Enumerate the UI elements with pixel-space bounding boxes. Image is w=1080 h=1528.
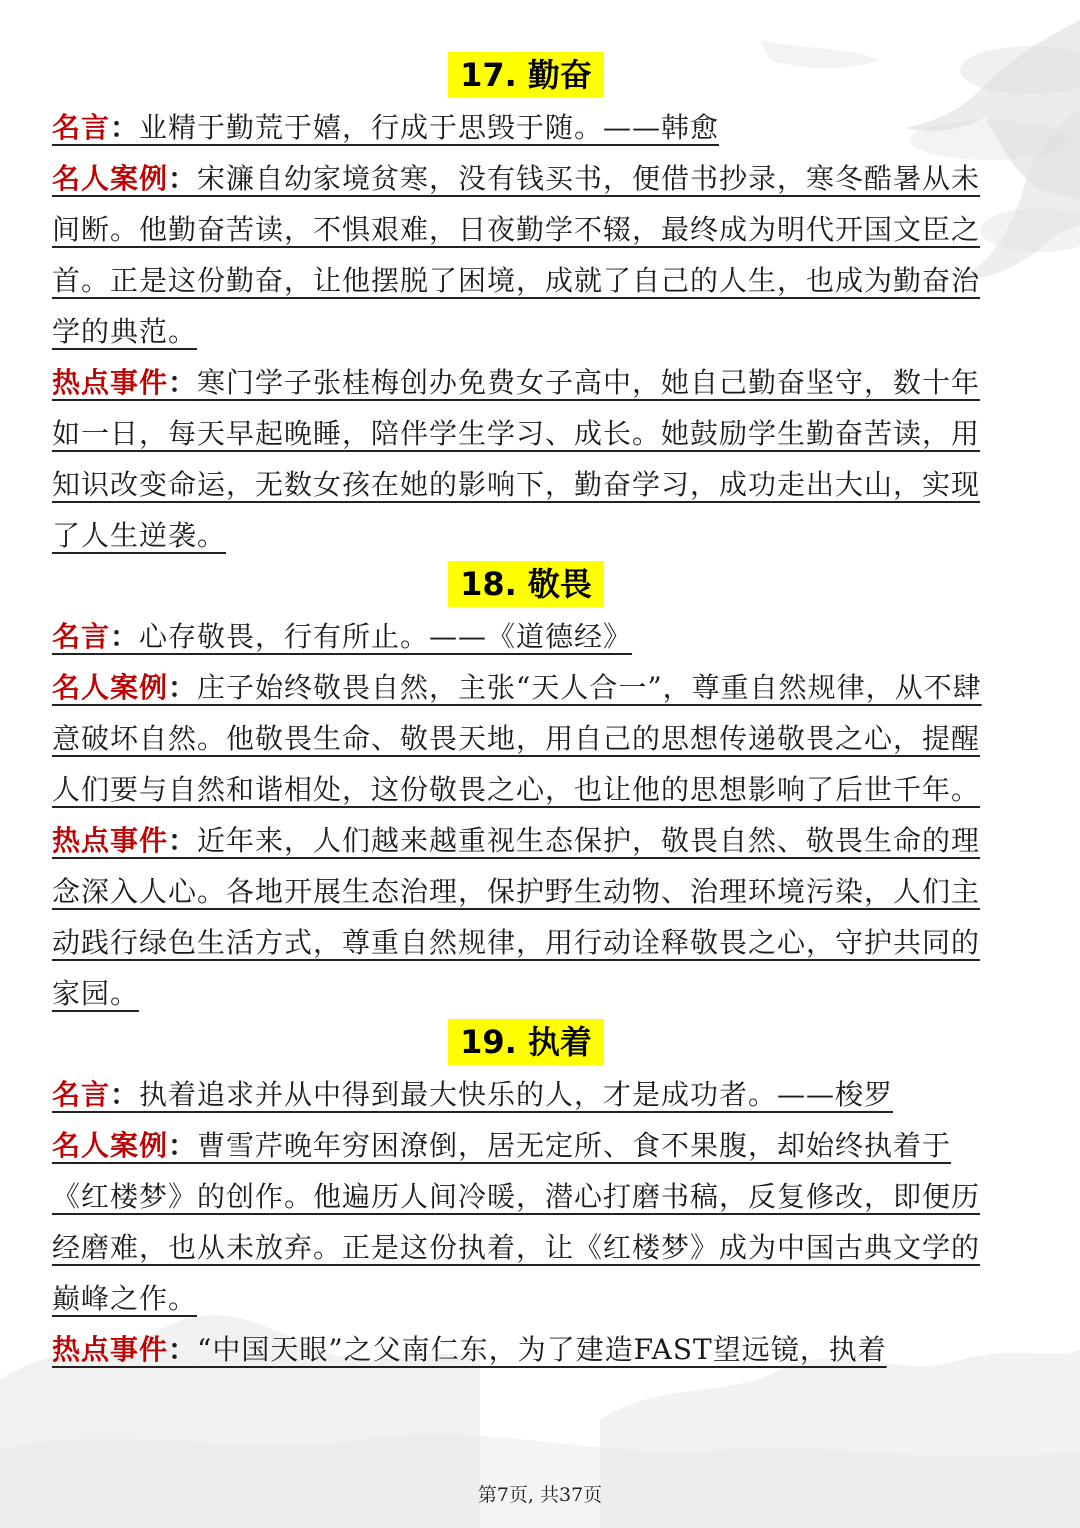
quote-label: 名言 [52, 620, 111, 653]
section-heading: 18. 敬畏 [448, 561, 604, 607]
event-paragraph: 热点事件：“中国天眼”之父南仁东，为了建造FAST望远镜，执着 [52, 1333, 887, 1366]
event-text: “中国天眼”之父南仁东，为了建造FAST望远镜，执着 [197, 1333, 887, 1366]
quote-label: 名言 [52, 111, 111, 144]
event-label: 热点事件 [52, 1333, 169, 1366]
section-heading: 19. 执着 [448, 1019, 604, 1065]
document-body [52, 52, 1000, 1375]
quote-text: 心存敬畏，行有所止。——《道德经》 [139, 620, 633, 653]
case-paragraph: 名人案例：庄子始终敬畏自然，主张“天人合一”，尊重自然规律，从不肆意破坏自然。他敬畏生命、敬畏天地，用自己的思想传递敬畏之心，提醒人们要与自然和谐相处，这份敬畏之心，也让他的思想影响了后世千年。 [52, 671, 982, 806]
quote-paragraph: 名言：执着追求并从中得到最大快乐的人，才是成功者。——梭罗 [52, 1078, 894, 1111]
event-label: 热点事件 [52, 824, 169, 857]
event-label: 热点事件 [52, 366, 169, 399]
quote-text: 执着追求并从中得到最大快乐的人，才是成功者。——梭罗 [139, 1078, 894, 1111]
quote-paragraph: 名言：心存敬畏，行有所止。——《道德经》 [52, 620, 633, 653]
case-text: 庄子始终敬畏自然，主张“天人合一”，尊重自然规律，从不肆意破坏自然。他敬畏生命、敬畏天地，用自己的思想传递敬畏之心，提醒人们要与自然和谐相处，这份敬畏之心，也让他的思想影响了后世千年。 [52, 671, 982, 806]
case-label: 名人案例 [52, 162, 169, 195]
event-text: 寒门学子张桂梅创办免费女子高中，她自己勤奋坚守，数十年如一日，每天早起晚睡，陪伴学生学习、成长。她鼓励学生勤奋苦读，用知识改变命运，无数女孩在她的影响下，勤奋学习，成功走出大山，实现了人生逆袭。 [52, 366, 981, 552]
quote-text: 业精于勤荒于嬉，行成于思毁于随。——韩愈 [139, 111, 720, 144]
quote-paragraph: 名言：业精于勤荒于嬉，行成于思毁于随。——韩愈 [52, 111, 720, 144]
case-label: 名人案例 [52, 671, 169, 704]
quote-label: 名言 [52, 1078, 111, 1111]
section-title-19 [52, 1019, 1000, 1069]
case-paragraph: 名人案例：曹雪芹晚年穷困潦倒，居无定所、食不果腹，却始终执着于《红楼梦》的创作。他遍历人间冷暖，潜心打磨书稿，反复修改，即便历经磨难，也从未放弃。正是这份执着，让《红楼梦》成为中国古典文学的巅峰之作。 [52, 1129, 981, 1315]
case-text: 曹雪芹晚年穷困潦倒，居无定所、食不果腹，却始终执着于《红楼梦》的创作。他遍历人间冷暖，潜心打磨书稿，反复修改，即便历经磨难，也从未放弃。正是这份执着，让《红楼梦》成为中国古典文学的巅峰之作。 [52, 1129, 981, 1315]
case-text: 宋濂自幼家境贫寒，没有钱买书，便借书抄录，寒冬酷暑从未间断。他勤奋苦读，不惧艰难，日夜勤学不辍，最终成为明代开国文臣之首。正是这份勤奋，让他摆脱了困境，成就了自己的人生，也成为勤奋治学的典范。 [52, 162, 981, 348]
case-paragraph: 名人案例：宋濂自幼家境贫寒，没有钱买书，便借书抄录，寒冬酷暑从未间断。他勤奋苦读，不惧艰难，日夜勤学不辍，最终成为明代开国文臣之首。正是这份勤奋，让他摆脱了困境，成就了自己的人生，也成为勤奋治学的典范。 [52, 162, 981, 348]
case-label: 名人案例 [52, 1129, 169, 1162]
page-number: 第7页, 共37页 [477, 1484, 603, 1506]
event-text: 近年来，人们越来越重视生态保护，敬畏自然、敬畏生命的理念深入人心。各地开展生态治理，保护野生动物、治理环境污染，人们主动践行绿色生活方式，尊重自然规律，用行动诠释敬畏之心，守护共同的家园。 [52, 824, 981, 1010]
event-paragraph: 热点事件：寒门学子张桂梅创办免费女子高中，她自己勤奋坚守，数十年如一日，每天早起晚睡，陪伴学生学习、成长。她鼓励学生勤奋苦读，用知识改变命运，无数女孩在她的影响下，勤奋学习，成功走出大山，实现了人生逆袭。 [52, 366, 981, 552]
event-paragraph: 热点事件：近年来，人们越来越重视生态保护，敬畏自然、敬畏生命的理念深入人心。各地开展生态治理，保护野生动物、治理环境污染，人们主动践行绿色生活方式，尊重自然规律，用行动诠释敬畏之心，守护共同的家园。 [52, 824, 981, 1010]
section-heading: 17. 勤奋 [448, 52, 604, 98]
section-title-17 [52, 52, 1000, 102]
section-title-18 [52, 561, 1000, 611]
